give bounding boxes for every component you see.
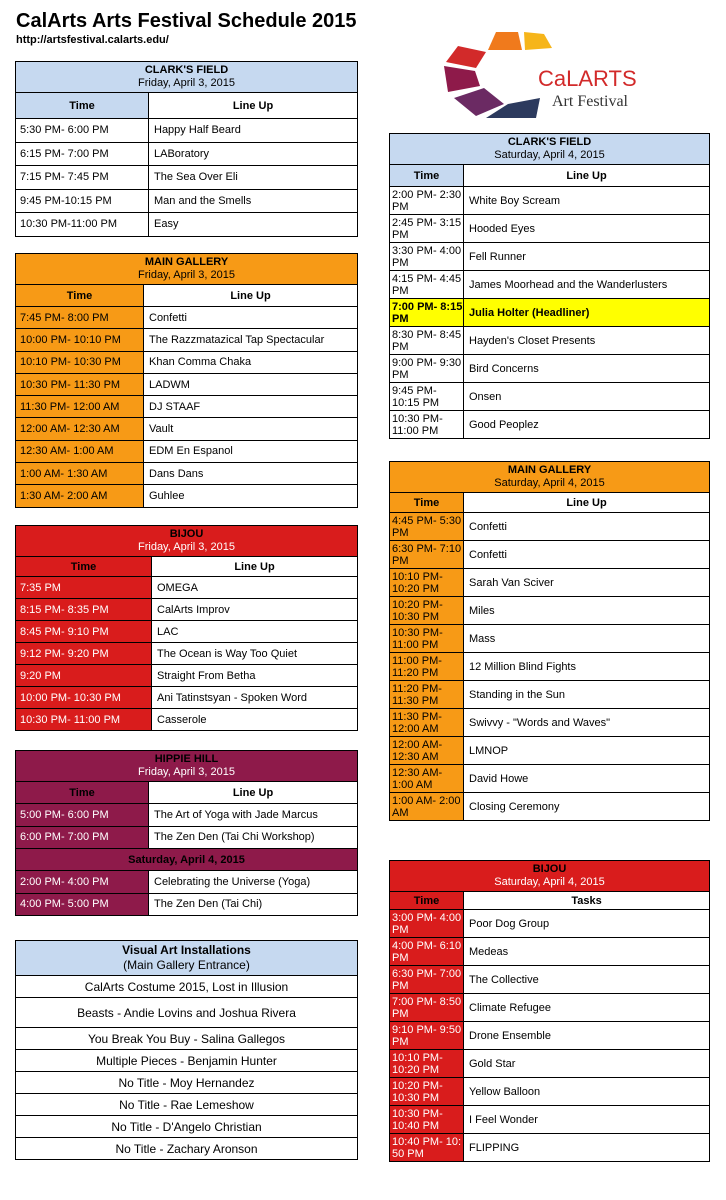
act-cell: David Howe bbox=[464, 765, 710, 793]
act-cell: Confetti bbox=[464, 513, 710, 541]
table-row bbox=[390, 910, 710, 938]
art-row bbox=[16, 1072, 358, 1094]
table-row bbox=[16, 687, 358, 709]
time-cell: 9:45 PM-10:15 PM bbox=[16, 189, 149, 213]
col-header-time: Time bbox=[16, 285, 144, 307]
column-header-row bbox=[390, 165, 710, 187]
table-row bbox=[16, 485, 358, 507]
table-row bbox=[390, 681, 710, 709]
col-header-time: Time bbox=[16, 93, 149, 119]
venue-name: HIPPIE HILL bbox=[154, 753, 219, 765]
col-header-lineup: Line Up bbox=[144, 285, 358, 307]
venue-header-row bbox=[16, 526, 358, 557]
venue-name: MAIN GALLERY bbox=[144, 256, 229, 268]
logo-text-calarts: CaLARTS bbox=[538, 66, 637, 91]
act-cell: Guhlee bbox=[144, 485, 358, 507]
time-cell: 10:00 PM- 10:10 PM bbox=[16, 329, 144, 351]
venue-header bbox=[390, 462, 710, 493]
calarts-logo bbox=[440, 24, 690, 124]
table-row bbox=[16, 142, 358, 166]
time-cell: 4:00 PM- 6:10 PM bbox=[390, 938, 464, 966]
table-row bbox=[16, 119, 358, 143]
venue-date: Saturday, April 4, 2015 bbox=[494, 149, 605, 161]
table-row bbox=[390, 1022, 710, 1050]
act-cell: The Ocean is Way Too Quiet bbox=[152, 643, 358, 665]
table-row bbox=[390, 299, 710, 327]
table-row bbox=[16, 396, 358, 418]
time-cell: 11:20 PM- 11:30 PM bbox=[390, 681, 464, 709]
col-header-lineup: Line Up bbox=[464, 493, 710, 513]
time-cell: 7:35 PM bbox=[16, 577, 152, 599]
venue-header bbox=[16, 751, 358, 782]
time-cell: 11:30 PM- 12:00 AM bbox=[390, 709, 464, 737]
table-row bbox=[16, 577, 358, 599]
act-cell: Hooded Eyes bbox=[464, 215, 710, 243]
venue-name: CLARK'S FIELD bbox=[144, 64, 229, 76]
art-row bbox=[16, 1138, 358, 1160]
time-cell: 10:30 PM- 11:00 PM bbox=[16, 709, 152, 731]
time-cell: 9:10 PM- 9:50 PM bbox=[390, 1022, 464, 1050]
art-item: You Break You Buy - Salina Gallegos bbox=[16, 1028, 358, 1050]
act-cell: Ani Tatinstsyan - Spoken Word bbox=[152, 687, 358, 709]
col-header-time: Time bbox=[390, 165, 464, 187]
act-cell: Celebrating the Universe (Yoga) bbox=[149, 871, 358, 894]
time-cell: 8:45 PM- 9:10 PM bbox=[16, 621, 152, 643]
time-cell: 1:30 AM- 2:00 AM bbox=[16, 485, 144, 507]
time-cell: 6:00 PM- 7:00 PM bbox=[16, 826, 149, 849]
venue-header-row bbox=[390, 462, 710, 493]
table-row bbox=[16, 463, 358, 485]
time-cell: 8:30 PM- 8:45 PM bbox=[390, 327, 464, 355]
table-row bbox=[390, 765, 710, 793]
table-row bbox=[390, 938, 710, 966]
table-row bbox=[390, 737, 710, 765]
act-cell: CalArts Improv bbox=[152, 599, 358, 621]
visual-art-installations-table bbox=[15, 940, 358, 1160]
table-row bbox=[390, 597, 710, 625]
time-cell: 10:10 PM- 10:20 PM bbox=[390, 569, 464, 597]
venue-header-row bbox=[390, 134, 710, 165]
art-item: No Title - Moy Hernandez bbox=[16, 1072, 358, 1094]
time-cell: 7:00 PM- 8:15 PM bbox=[390, 299, 464, 327]
table-row bbox=[16, 665, 358, 687]
main-gallery-friday-table bbox=[15, 253, 358, 508]
act-cell: The Zen Den (Tai Chi) bbox=[149, 893, 358, 916]
main-gallery-saturday-table bbox=[389, 461, 710, 821]
act-cell: Closing Ceremony bbox=[464, 793, 710, 821]
table-row bbox=[16, 599, 358, 621]
table-row bbox=[16, 213, 358, 237]
table-row bbox=[390, 994, 710, 1022]
art-title: Visual Art Installations bbox=[122, 943, 251, 957]
act-cell: Climate Refugee bbox=[464, 994, 710, 1022]
time-cell: 7:15 PM- 7:45 PM bbox=[16, 166, 149, 190]
table-row bbox=[390, 653, 710, 681]
time-cell: 3:30 PM- 4:00 PM bbox=[390, 243, 464, 271]
act-cell: Gold Star bbox=[464, 1050, 710, 1078]
time-cell: 2:45 PM- 3:15 PM bbox=[390, 215, 464, 243]
art-row bbox=[16, 1050, 358, 1072]
act-cell: Julia Holter (Headliner) bbox=[464, 299, 710, 327]
act-cell: The Art of Yoga with Jade Marcus bbox=[149, 804, 358, 827]
column-header-row bbox=[390, 892, 710, 910]
act-cell: 12 Million Blind Fights bbox=[464, 653, 710, 681]
time-cell: 6:30 PM- 7:10 PM bbox=[390, 541, 464, 569]
act-cell: The Sea Over Eli bbox=[149, 166, 358, 190]
table-row bbox=[390, 513, 710, 541]
act-cell: Miles bbox=[464, 597, 710, 625]
venue-date: Friday, April 3, 2015 bbox=[138, 269, 236, 281]
table-row bbox=[390, 1106, 710, 1134]
act-cell: Vault bbox=[144, 418, 358, 440]
venue-name: BIJOU bbox=[532, 863, 567, 875]
act-cell: Casserole bbox=[152, 709, 358, 731]
table-row bbox=[390, 541, 710, 569]
logo-text-festival: Art Festival bbox=[552, 93, 628, 110]
act-cell: The Zen Den (Tai Chi Workshop) bbox=[149, 826, 358, 849]
art-row bbox=[16, 976, 358, 998]
time-cell: 8:15 PM- 8:35 PM bbox=[16, 599, 152, 621]
time-cell: 7:45 PM- 8:00 PM bbox=[16, 307, 144, 329]
page-title: CalArts Arts Festival Schedule 2015 bbox=[16, 10, 357, 32]
time-cell: 10:10 PM- 10:30 PM bbox=[16, 351, 144, 373]
time-cell: 10:30 PM- 11:00 PM bbox=[390, 625, 464, 653]
act-cell: LABoratory bbox=[149, 142, 358, 166]
table-row bbox=[390, 1134, 710, 1162]
table-row bbox=[390, 793, 710, 821]
act-cell: The Razzmatazical Tap Spectacular bbox=[144, 329, 358, 351]
table-row bbox=[390, 271, 710, 299]
table-row bbox=[16, 621, 358, 643]
table-row bbox=[390, 625, 710, 653]
col-header-time: Time bbox=[390, 493, 464, 513]
time-cell: 10:20 PM- 10:30 PM bbox=[390, 1078, 464, 1106]
act-cell: LADWM bbox=[144, 373, 358, 395]
act-cell: Standing in the Sun bbox=[464, 681, 710, 709]
table-row bbox=[390, 966, 710, 994]
table-row bbox=[16, 189, 358, 213]
hippie-hill-table bbox=[15, 750, 358, 916]
act-cell: Man and the Smells bbox=[149, 189, 358, 213]
time-cell: 1:00 AM- 2:00 AM bbox=[390, 793, 464, 821]
table-row bbox=[16, 893, 358, 916]
time-cell: 11:00 PM- 11:20 PM bbox=[390, 653, 464, 681]
col-header-lineup: Line Up bbox=[152, 557, 358, 577]
act-cell: Khan Comma Chaka bbox=[144, 351, 358, 373]
venue-header-row bbox=[16, 751, 358, 782]
time-cell: 7:00 PM- 8:50 PM bbox=[390, 994, 464, 1022]
table-row bbox=[16, 418, 358, 440]
venue-header bbox=[390, 861, 710, 892]
art-header-row bbox=[16, 941, 358, 976]
col-header-time: Time bbox=[16, 782, 149, 804]
table-row bbox=[390, 383, 710, 411]
table-row bbox=[16, 351, 358, 373]
time-cell: 10:30 PM-11:00 PM bbox=[16, 213, 149, 237]
act-cell: FLIPPING bbox=[464, 1134, 710, 1162]
art-row bbox=[16, 1028, 358, 1050]
table-row bbox=[390, 411, 710, 439]
venue-date: Saturday, April 4, 2015 bbox=[494, 477, 605, 489]
venue-name: CLARK'S FIELD bbox=[507, 136, 592, 148]
art-item: CalArts Costume 2015, Lost in Illusion bbox=[16, 976, 358, 998]
table-row bbox=[390, 215, 710, 243]
art-header bbox=[16, 941, 358, 976]
art-item: Beasts - Andie Lovins and Joshua Rivera bbox=[16, 998, 358, 1028]
act-cell: Mass bbox=[464, 625, 710, 653]
table-row bbox=[16, 329, 358, 351]
art-item: No Title - Zachary Aronson bbox=[16, 1138, 358, 1160]
table-row bbox=[16, 826, 358, 849]
act-cell: Good Peoplez bbox=[464, 411, 710, 439]
venue-date: Friday, April 3, 2015 bbox=[138, 766, 236, 778]
table-row bbox=[16, 709, 358, 731]
time-cell: 10:30 PM- 11:00 PM bbox=[390, 411, 464, 439]
act-cell: Easy bbox=[149, 213, 358, 237]
column-header-row bbox=[16, 557, 358, 577]
time-cell: 9:45 PM- 10:15 PM bbox=[390, 383, 464, 411]
table-row bbox=[390, 569, 710, 597]
table-row bbox=[16, 440, 358, 462]
venue-header bbox=[16, 62, 358, 93]
table-row bbox=[16, 166, 358, 190]
clarks-field-friday-table bbox=[15, 61, 358, 237]
col-header-time: Time bbox=[16, 557, 152, 577]
art-subtitle: (Main Gallery Entrance) bbox=[123, 958, 250, 972]
col-header-lineup: Tasks bbox=[464, 892, 710, 910]
act-cell: Onsen bbox=[464, 383, 710, 411]
time-cell: 9:00 PM- 9:30 PM bbox=[390, 355, 464, 383]
act-cell: James Moorhead and the Wanderlusters bbox=[464, 271, 710, 299]
table-row bbox=[390, 327, 710, 355]
bijou-friday-table bbox=[15, 525, 358, 731]
table-row bbox=[390, 1078, 710, 1106]
col-header-lineup: Line Up bbox=[464, 165, 710, 187]
act-cell: I Feel Wonder bbox=[464, 1106, 710, 1134]
art-item: No Title - Rae Lemeshow bbox=[16, 1094, 358, 1116]
time-cell: 5:00 PM- 6:00 PM bbox=[16, 804, 149, 827]
act-cell: Confetti bbox=[464, 541, 710, 569]
column-header-row bbox=[390, 493, 710, 513]
time-cell: 10:30 PM- 11:30 PM bbox=[16, 373, 144, 395]
act-cell: Yellow Balloon bbox=[464, 1078, 710, 1106]
festival-url[interactable]: http://artsfestival.calarts.edu/ bbox=[16, 34, 169, 46]
table-row bbox=[16, 307, 358, 329]
time-cell: 11:30 PM- 12:00 AM bbox=[16, 396, 144, 418]
act-cell: EDM En Espanol bbox=[144, 440, 358, 462]
time-cell: 5:30 PM- 6:00 PM bbox=[16, 119, 149, 143]
venue-header bbox=[16, 254, 358, 285]
time-cell: 10:10 PM- 10:20 PM bbox=[390, 1050, 464, 1078]
table-row bbox=[390, 709, 710, 737]
act-cell: Medeas bbox=[464, 938, 710, 966]
venue-header-row bbox=[390, 861, 710, 892]
time-cell: 1:00 AM- 1:30 AM bbox=[16, 463, 144, 485]
time-cell: 10:30 PM- 10:40 PM bbox=[390, 1106, 464, 1134]
time-cell: 12:30 AM- 1:00 AM bbox=[390, 765, 464, 793]
act-cell: Bird Concerns bbox=[464, 355, 710, 383]
saturday-subheader: Saturday, April 4, 2015 bbox=[16, 849, 358, 871]
act-cell: LAC bbox=[152, 621, 358, 643]
time-cell: 9:12 PM- 9:20 PM bbox=[16, 643, 152, 665]
col-header-lineup: Line Up bbox=[149, 93, 358, 119]
col-header-lineup: Line Up bbox=[149, 782, 358, 804]
venue-header bbox=[16, 526, 358, 557]
act-cell: Confetti bbox=[144, 307, 358, 329]
art-item: Multiple Pieces - Benjamin Hunter bbox=[16, 1050, 358, 1072]
act-cell: Fell Runner bbox=[464, 243, 710, 271]
column-header-row bbox=[16, 285, 358, 307]
col-header-time: Time bbox=[390, 892, 464, 910]
time-cell: 6:30 PM- 7:00 PM bbox=[390, 966, 464, 994]
venue-date: Friday, April 3, 2015 bbox=[138, 541, 236, 553]
time-cell: 4:15 PM- 4:45 PM bbox=[390, 271, 464, 299]
act-cell: The Collective bbox=[464, 966, 710, 994]
saturday-subheader-row bbox=[16, 849, 358, 871]
time-cell: 2:00 PM- 2:30 PM bbox=[390, 187, 464, 215]
art-row bbox=[16, 1094, 358, 1116]
table-row bbox=[390, 1050, 710, 1078]
time-cell: 3:00 PM- 4:00 PM bbox=[390, 910, 464, 938]
time-cell: 2:00 PM- 4:00 PM bbox=[16, 871, 149, 894]
venue-header-row bbox=[16, 254, 358, 285]
act-cell: Straight From Betha bbox=[152, 665, 358, 687]
art-row bbox=[16, 1116, 358, 1138]
act-cell: Sarah Van Sciver bbox=[464, 569, 710, 597]
table-row bbox=[390, 187, 710, 215]
table-row bbox=[390, 243, 710, 271]
act-cell: Hayden's Closet Presents bbox=[464, 327, 710, 355]
column-header-row bbox=[16, 782, 358, 804]
act-cell: DJ STAAF bbox=[144, 396, 358, 418]
table-row bbox=[16, 871, 358, 894]
act-cell: White Boy Scream bbox=[464, 187, 710, 215]
venue-date: Saturday, April 4, 2015 bbox=[494, 876, 605, 888]
table-row bbox=[16, 373, 358, 395]
act-cell: OMEGA bbox=[152, 577, 358, 599]
art-row bbox=[16, 998, 358, 1028]
time-cell: 12:00 AM- 12:30 AM bbox=[16, 418, 144, 440]
act-cell: LMNOP bbox=[464, 737, 710, 765]
act-cell: Drone Ensemble bbox=[464, 1022, 710, 1050]
venue-header-row bbox=[16, 62, 358, 93]
table-row bbox=[390, 355, 710, 383]
act-cell: Poor Dog Group bbox=[464, 910, 710, 938]
clarks-field-saturday-table bbox=[389, 133, 710, 439]
time-cell: 12:00 AM- 12:30 AM bbox=[390, 737, 464, 765]
art-item: No Title - D'Angelo Christian bbox=[16, 1116, 358, 1138]
time-cell: 10:20 PM- 10:30 PM bbox=[390, 597, 464, 625]
act-cell: Swivvy - "Words and Waves" bbox=[464, 709, 710, 737]
time-cell: 10:00 PM- 10:30 PM bbox=[16, 687, 152, 709]
venue-name: BIJOU bbox=[169, 528, 204, 540]
column-header-row bbox=[16, 93, 358, 119]
act-cell: Dans Dans bbox=[144, 463, 358, 485]
time-cell: 9:20 PM bbox=[16, 665, 152, 687]
venue-date: Friday, April 3, 2015 bbox=[138, 77, 236, 89]
time-cell: 6:15 PM- 7:00 PM bbox=[16, 142, 149, 166]
act-cell: Happy Half Beard bbox=[149, 119, 358, 143]
time-cell: 10:40 PM- 10: 50 PM bbox=[390, 1134, 464, 1162]
time-cell: 12:30 AM- 1:00 AM bbox=[16, 440, 144, 462]
bijou-saturday-table bbox=[389, 860, 710, 1162]
table-row bbox=[16, 643, 358, 665]
table-row bbox=[16, 804, 358, 827]
venue-header bbox=[390, 134, 710, 165]
venue-name: MAIN GALLERY bbox=[507, 464, 592, 476]
time-cell: 4:00 PM- 5:00 PM bbox=[16, 893, 149, 916]
time-cell: 4:45 PM- 5:30 PM bbox=[390, 513, 464, 541]
